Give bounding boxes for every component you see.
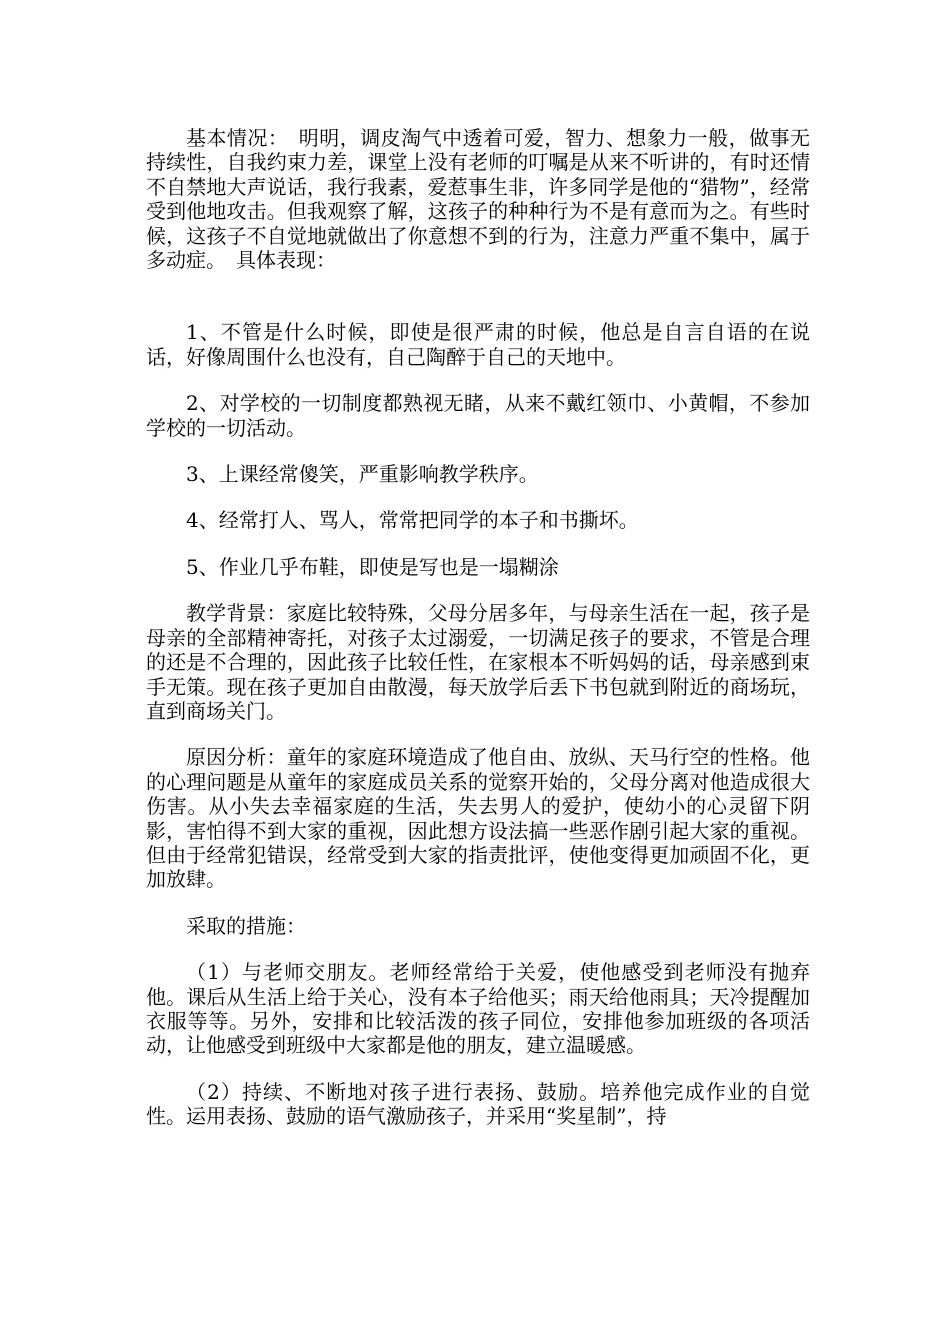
paragraph-item-3: 3、上课经常傻笑，严重影响教学秩序。 (186, 462, 539, 487)
paragraph-item-2: 2、对学校的一切制度都熟视无睹，从来不戴红领巾、小黄帽，不参加学校的一切活动。 (146, 391, 810, 440)
paragraph-basic-situation: 基本情况： 明明，调皮淘气中透着可爱，智力、想象力一般，做事无持续性，自我约束力差，课堂上没有老师的叮嘱是从来不听讲的，有时还情不自禁地大声说话，我行我素，爱惹事生非，许多同学是他的“猎物”，经常受到他地攻击。但我观察了解，这孩子的种种行为不是有意而为之。有些时候，这孩子不自觉地就做出了你意想不到的行为，注意力严重不集中，属于多动症。 具体表现： (146, 126, 810, 273)
paragraph-teaching-background: 教学背景：家庭比较特殊，父母分居多年，与母亲生活在一起，孩子是母亲的全部精神寄托，对孩子太过溺爱，一切满足孩子的要求，不管是合理的还是不合理的，因此孩子比较任性，在家根本不听妈妈的话，母亲感到束手无策。现在孩子更加自由散漫，每天放学后丢下书包就到附近的商场玩，直到商场关门。 (146, 601, 810, 723)
paragraph-measure-2: （2）持续、不断地对孩子进行表扬、鼓励。培养他完成作业的自觉性。运用表扬、鼓励的语气激励孩子，并采用“奖星制”，持 (146, 1079, 810, 1129)
paragraph-measures-heading: 采取的措施： (186, 913, 306, 938)
paragraph-item-5: 5、作业几乎布鞋，即使是写也是一塌糊涂 (186, 554, 559, 579)
paragraph-cause-analysis: 原因分析：童年的家庭环境造成了他自由、放纵、天马行空的性格。他的心理问题是从童年的家庭成员关系的觉察开始的，父母分离对他造成很大伤害。从小失去幸福家庭的生活，失去男人的爱护，使幼小的心灵留下阴影，害怕得不到大家的重视，因此想方设法搞一些恶作剧引起大家的重视。但由于经常犯错误，经常受到大家的指责批评，使他变得更加顽固不化，更加放肆。 (146, 745, 810, 892)
paragraph-item-4: 4、经常打人、骂人，常常把同学的本子和书撕坏。 (186, 508, 639, 533)
paragraph-item-1: 1、不管是什么时候，即使是很严肃的时候，他总是自言自语的在说话，好像周围什么也没有，自己陶醉于自己的天地中。 (146, 320, 810, 369)
paragraph-measure-1: （1）与老师交朋友。老师经常给于关爱，使他感受到老师没有抛弃他。课后从生活上给于关心，没有本子给他买；雨天给他雨具；天冷提醒加衣服等等。另外，安排和比较活泼的孩子同位，安排他参加班级的各项活动，让他感受到班级中大家都是他的朋友，建立温暖感。 (146, 960, 810, 1058)
document-page (146, 126, 810, 1129)
